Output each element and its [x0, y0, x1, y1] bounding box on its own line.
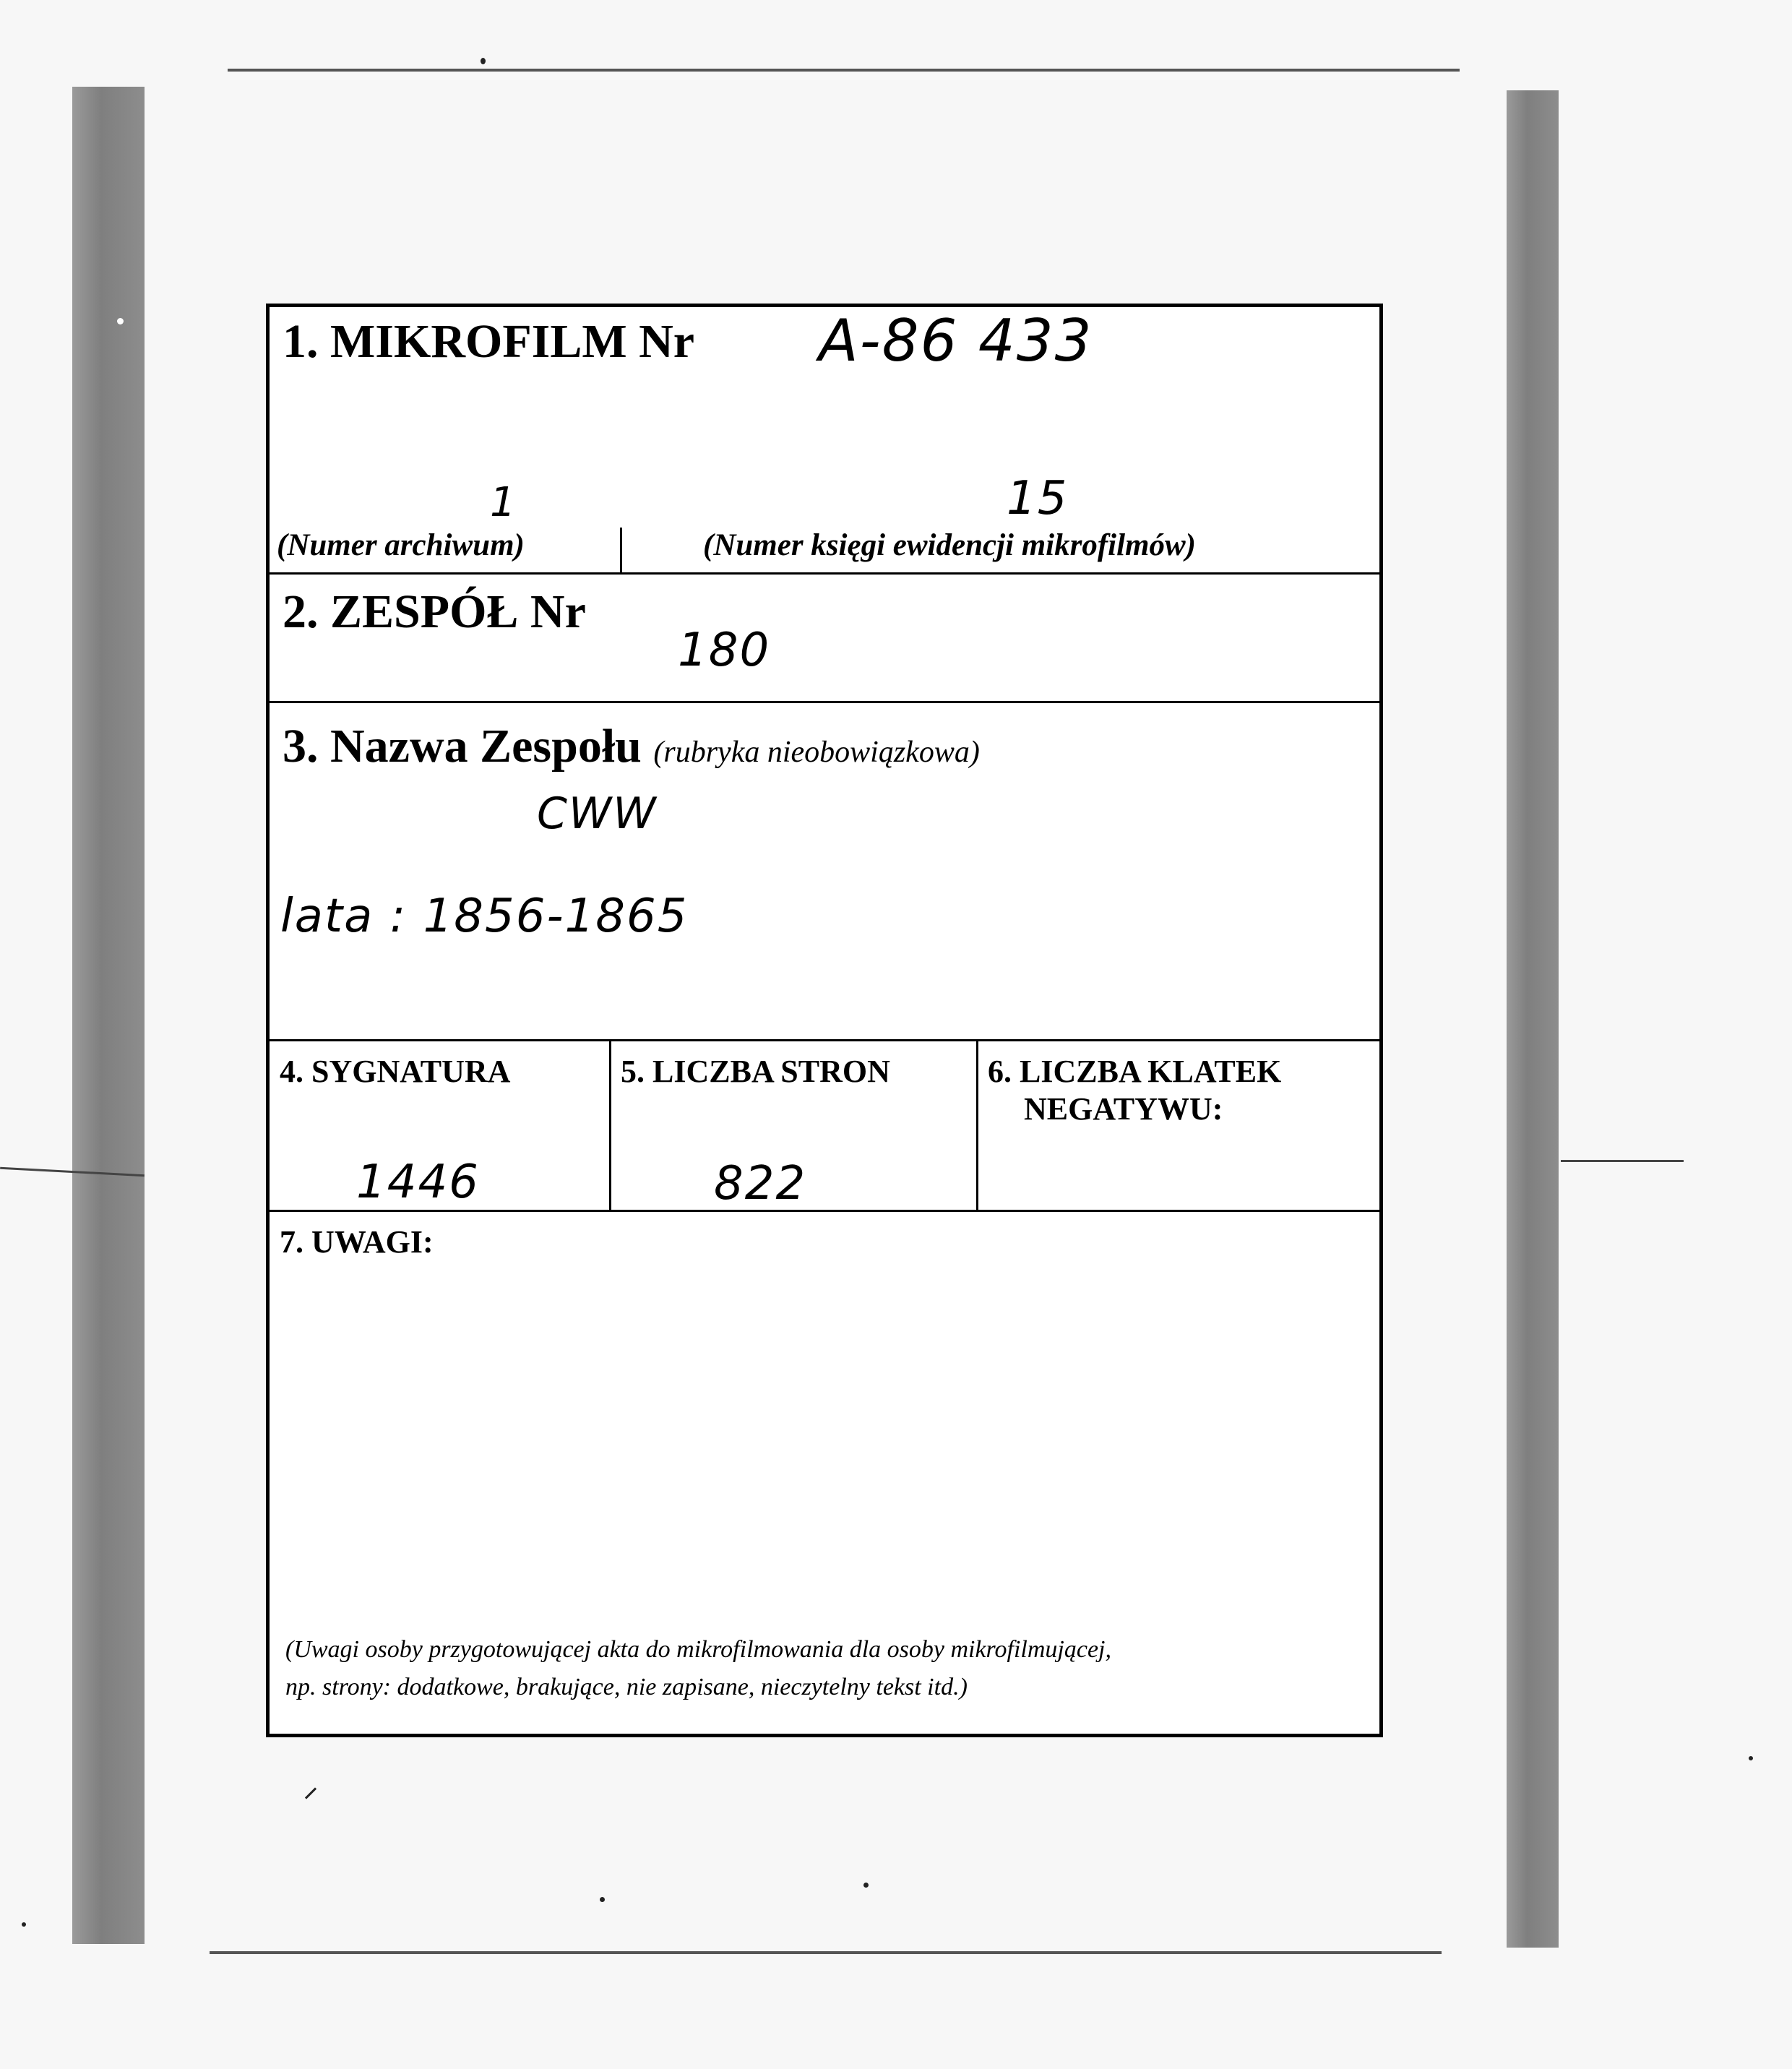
archive-number-handwritten: 1: [490, 479, 517, 526]
speck: [305, 1787, 316, 1799]
fond-name-optional-note: (rubryka nieobowiązkowa): [653, 736, 980, 769]
microfilm-number-handwritten: A-86 433: [819, 307, 1093, 374]
fond-number-handwritten: 180: [678, 624, 771, 677]
top-edge-line: [228, 69, 1460, 72]
remarks-footnote-line2: np. strony: dodatkowe, brakujące, nie zapisane, nieczytelny tekst itd.): [285, 1674, 968, 1700]
page-count-handwritten: 822: [714, 1157, 807, 1210]
left-film-edge: [72, 87, 145, 1944]
right-film-edge: [1507, 90, 1559, 1948]
speck: [863, 1883, 869, 1888]
fond-name-label-text: 3. Nazwa Zespołu: [283, 720, 642, 773]
register-number-caption: (Numer księgi ewidencji mikrofilmów): [703, 528, 1196, 562]
section-microfilm-number: [270, 307, 1379, 575]
section-details-row: [270, 1041, 1379, 1212]
section-fond-number: [270, 575, 1379, 703]
page-count-label: 5. LICZBA STRON: [621, 1054, 890, 1089]
fond-name-label: [283, 719, 980, 774]
signature-handwritten: 1446: [356, 1156, 480, 1209]
frame-count-label-line2: NEGATYWU:: [1024, 1091, 1223, 1127]
microfilm-label: 1. MIKROFILM Nr: [283, 315, 695, 368]
section-remarks: [270, 1212, 1379, 1734]
column-divider-2: [976, 1041, 978, 1212]
signature-label: 4. SYGNATURA: [280, 1054, 511, 1089]
column-divider-1: [609, 1041, 611, 1212]
archive-number-caption: (Numer archiwum): [277, 528, 525, 562]
remarks-footnote-line1: (Uwagi osoby przygotowującej akta do mikrofilmowania dla osoby mikrofilmującej,: [285, 1636, 1111, 1663]
speck: [22, 1922, 26, 1927]
fond-label: 2. ZESPÓŁ Nr: [283, 585, 586, 638]
section-fond-name: [270, 703, 1379, 1041]
fond-years-handwritten: lata : 1856-1865: [280, 890, 689, 943]
speck: [481, 58, 486, 64]
microfilm-form: [266, 304, 1383, 1737]
right-stray-line: [1561, 1160, 1684, 1162]
speck: [117, 318, 124, 324]
speck: [1749, 1756, 1753, 1760]
frame-count-label-line1: 6. LICZBA KLATEK: [988, 1054, 1282, 1089]
bottom-edge-line: [210, 1951, 1442, 1954]
caption-divider: [620, 528, 622, 572]
fond-name-handwritten: CWW: [537, 788, 658, 839]
register-number-handwritten: 15: [1007, 472, 1069, 525]
remarks-label: 7. UWAGI:: [280, 1224, 434, 1260]
speck: [600, 1897, 605, 1902]
